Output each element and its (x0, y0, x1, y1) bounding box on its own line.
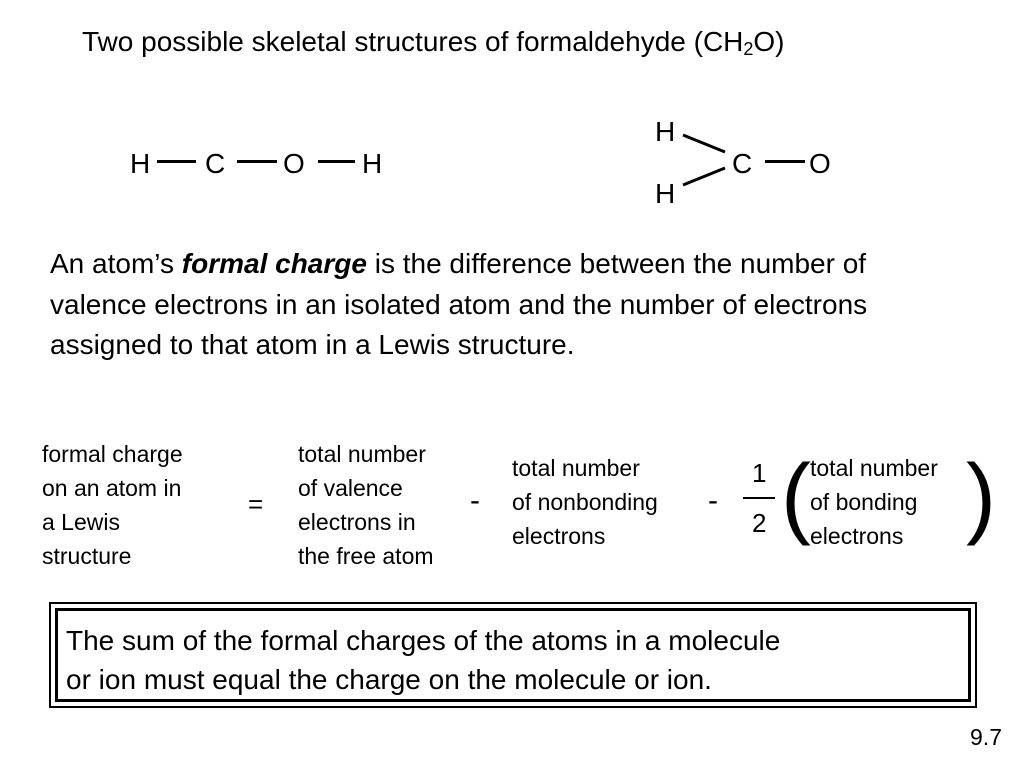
minus-sign-1: - (470, 484, 480, 517)
atom-o: O (283, 148, 305, 179)
title-subscript: 2 (743, 39, 754, 59)
bond-c-o (237, 160, 277, 163)
valence-electrons-term: total number of valence electrons in the free atom (298, 441, 434, 569)
open-parenthesis: ( (781, 447, 811, 547)
rule-box (49, 602, 977, 708)
close-parenthesis: ) (966, 447, 996, 547)
atom-c: C (205, 148, 226, 179)
rule-text: The sum of the formal charges of the atoms in a molecule or ion must equal the charge on the molecule or ion. (66, 625, 781, 695)
fraction-bar (743, 497, 775, 499)
slide-title: Two possible skeletal structures of formaldehyde $(CH_2O)$ (82, 26, 785, 59)
atom-h-top: H (655, 116, 676, 147)
bond-htop-c (683, 135, 725, 152)
atom-h-right: H (362, 148, 383, 179)
minus-sign-2: - (708, 484, 718, 517)
fraction-denominator: 2 (752, 508, 767, 538)
page-number: 9.7 (970, 724, 1002, 750)
lhs-term: formal charge on an atom in a Lewis structure (42, 441, 183, 569)
formal-charge-definition: An atom’s formal charge is the difference between the number of valence electrons in an isolated atom and the number of electrons assigned to that atom in a Lewis structure. (50, 248, 868, 360)
bond-c-o (765, 160, 805, 163)
fraction-numerator: 1 (752, 458, 767, 488)
formal-charge-term: formal charge (181, 248, 367, 279)
bond-o-h (318, 160, 355, 163)
atom-h-bottom: H (655, 178, 676, 209)
bonds-h-c (680, 130, 730, 190)
nonbonding-electrons-term: total number of nonbonding electrons (512, 455, 658, 549)
bonding-electrons-term: total number of bonding electrons (810, 455, 938, 549)
bond-h-c (157, 160, 196, 163)
rule-box-inner-border (55, 608, 971, 702)
atom-o: O (809, 148, 831, 179)
atom-c: C (732, 148, 753, 179)
equals-sign: = (248, 489, 264, 519)
atom-h-left: H (130, 148, 151, 179)
bond-hbottom-c (683, 168, 725, 185)
